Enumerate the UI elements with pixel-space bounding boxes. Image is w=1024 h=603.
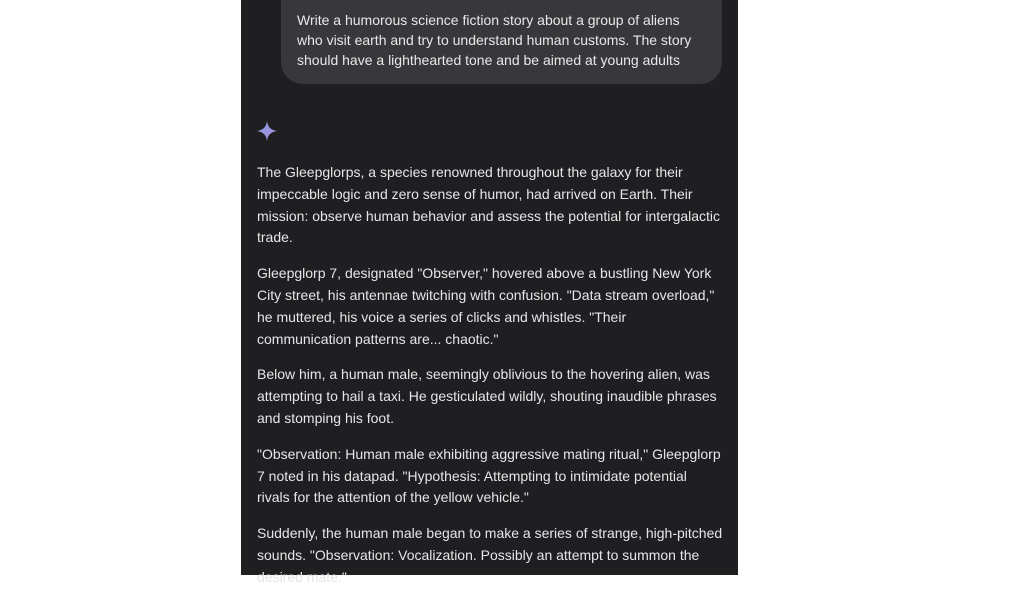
response-paragraph: Below him, a human male, seemingly oblivious to the hovering alien, was attempting to hail a taxi. He gesticulated wildly, shouting inaudible phrases and stomping his foot. <box>257 366 717 426</box>
chat-panel <box>241 0 738 585</box>
response-paragraph: Suddenly, the human male began to make a series of strange, high-pitched sounds. "Observation: Vocalization. Possibly an attempt to summon the desired mate." <box>257 525 723 585</box>
response-paragraph: "Observation: Human male exhibiting aggressive mating ritual," Gleepglorp 7 noted in his datapad. "Hypothesis: Attempting to intimidate potential rivals for the attention of the yellow vehicle." <box>257 445 721 506</box>
assistant-response <box>257 162 723 603</box>
user-prompt-bubble <box>281 0 722 84</box>
sparkle-icon <box>256 120 278 142</box>
response-paragraph: Gleepglorp 7, designated "Observer," hovered above a bustling New York City street, his antennae twitching with confusion. "Data stream overload," he muttered, his voice a series of clicks and whistles. "Their communication patterns are... chaotic." <box>257 265 715 347</box>
user-prompt-text: Write a humorous science fiction story about a group of aliens who visit earth and try to understand human customs. The story should have a lighthearted tone and be aimed at young adults <box>297 12 692 68</box>
response-paragraph: The Gleepglorps, a species renowned throughout the galaxy for their impeccable logic and zero sense of humor, had arrived on Earth. Their mission: observe human behavior and assess the potential for intergalactic trade. <box>257 164 721 246</box>
